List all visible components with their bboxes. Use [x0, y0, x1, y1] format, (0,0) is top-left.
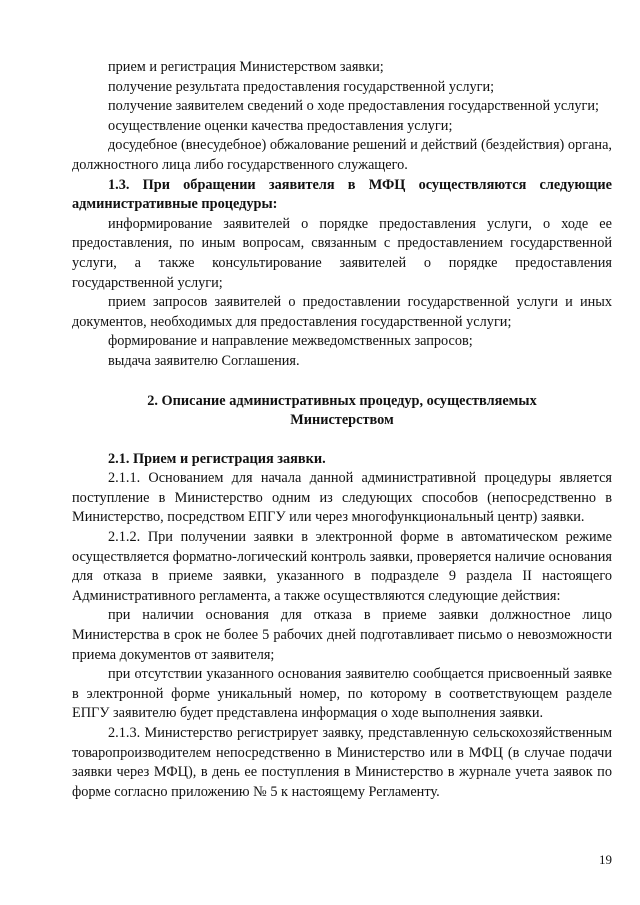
spacer	[72, 372, 612, 392]
paragraph: осуществление оценки качества предоставления услуги;	[108, 117, 453, 134]
paragraph: 2.1.3. Министерство регистрирует заявку, представленную сельскохозяйственным товаропроизводителем непосредственно в Министерство или в МФЦ (в случае подачи заявки через МФЦ), в день ее поступления в Министерство в журнале учета заявок по форме согласно приложению № 5 к настоящему Регламенту.	[72, 725, 612, 800]
paragraph: информирование заявителей о порядке предоставления услуги, о ходе ее предоставления, по иным вопросам, связанным с предоставлением государственной услуги, а также консультирование заявителей о порядке предоставления государственной услуги;	[72, 215, 612, 291]
paragraph: получение заявителем сведений о ходе предоставления государственной услуги;	[108, 98, 599, 115]
paragraph: при отсутствии указанного основания заявителю сообщается присвоенный заявке в электронной форме уникальный номер, по которому в соответствующем разделе ЕПГУ заявителю будет представлена информация о ходе выполнения заявки.	[72, 666, 612, 722]
spacer	[72, 431, 612, 450]
paragraph: формирование и направление межведомственных запросов;	[108, 333, 473, 350]
paragraph: прием и регистрация Министерством заявки;	[108, 59, 384, 75]
section-title-line: 2. Описание административных процедур, осуществляемых	[147, 392, 537, 409]
section-title-2	[72, 392, 612, 431]
paragraph: 2.1.1. Основанием для начала данной административной процедуры является поступление в Министерство одним из следующих способов (непосредственно в Министерство, посредством ЕПГУ или через многофункциональный центр) заявки.	[72, 470, 612, 526]
section-heading-2-1: 2.1. Прием и регистрация заявки.	[108, 450, 326, 467]
section-heading-1-3: 1.3. При обращении заявителя в МФЦ осуществляются следующие административные процедуры:	[72, 176, 612, 213]
paragraph: 2.1.2. При получении заявки в электронной форме в автоматическом режиме осуществляется форматно-логический контроль заявки, проверяется наличие основания для отказа в приеме заявки, указанного в подразделе 9 раздела II настоящего Административного регламента, а также осуществляются следующие действия:	[72, 529, 612, 604]
paragraph: досудебное (внесудебное) обжалование решений и действий (бездействия) органа, должностного лица либо государственного служащего.	[72, 137, 612, 173]
paragraph: получение результата предоставления государственной услуги;	[108, 78, 495, 95]
paragraph: выдача заявителю Соглашения.	[108, 352, 300, 369]
section-title-line: Министерством	[290, 412, 394, 429]
paragraph: прием запросов заявителей о предоставлении государственной услуги и иных документов, необходимых для предоставления государственной услуги;	[72, 294, 612, 330]
paragraph: при наличии основания для отказа в приеме заявки должностное лицо Министерства в срок не более 5 рабочих дней подготавливает письмо о невозможности приема документов от заявителя;	[72, 607, 612, 663]
page-number: 19	[599, 852, 612, 867]
